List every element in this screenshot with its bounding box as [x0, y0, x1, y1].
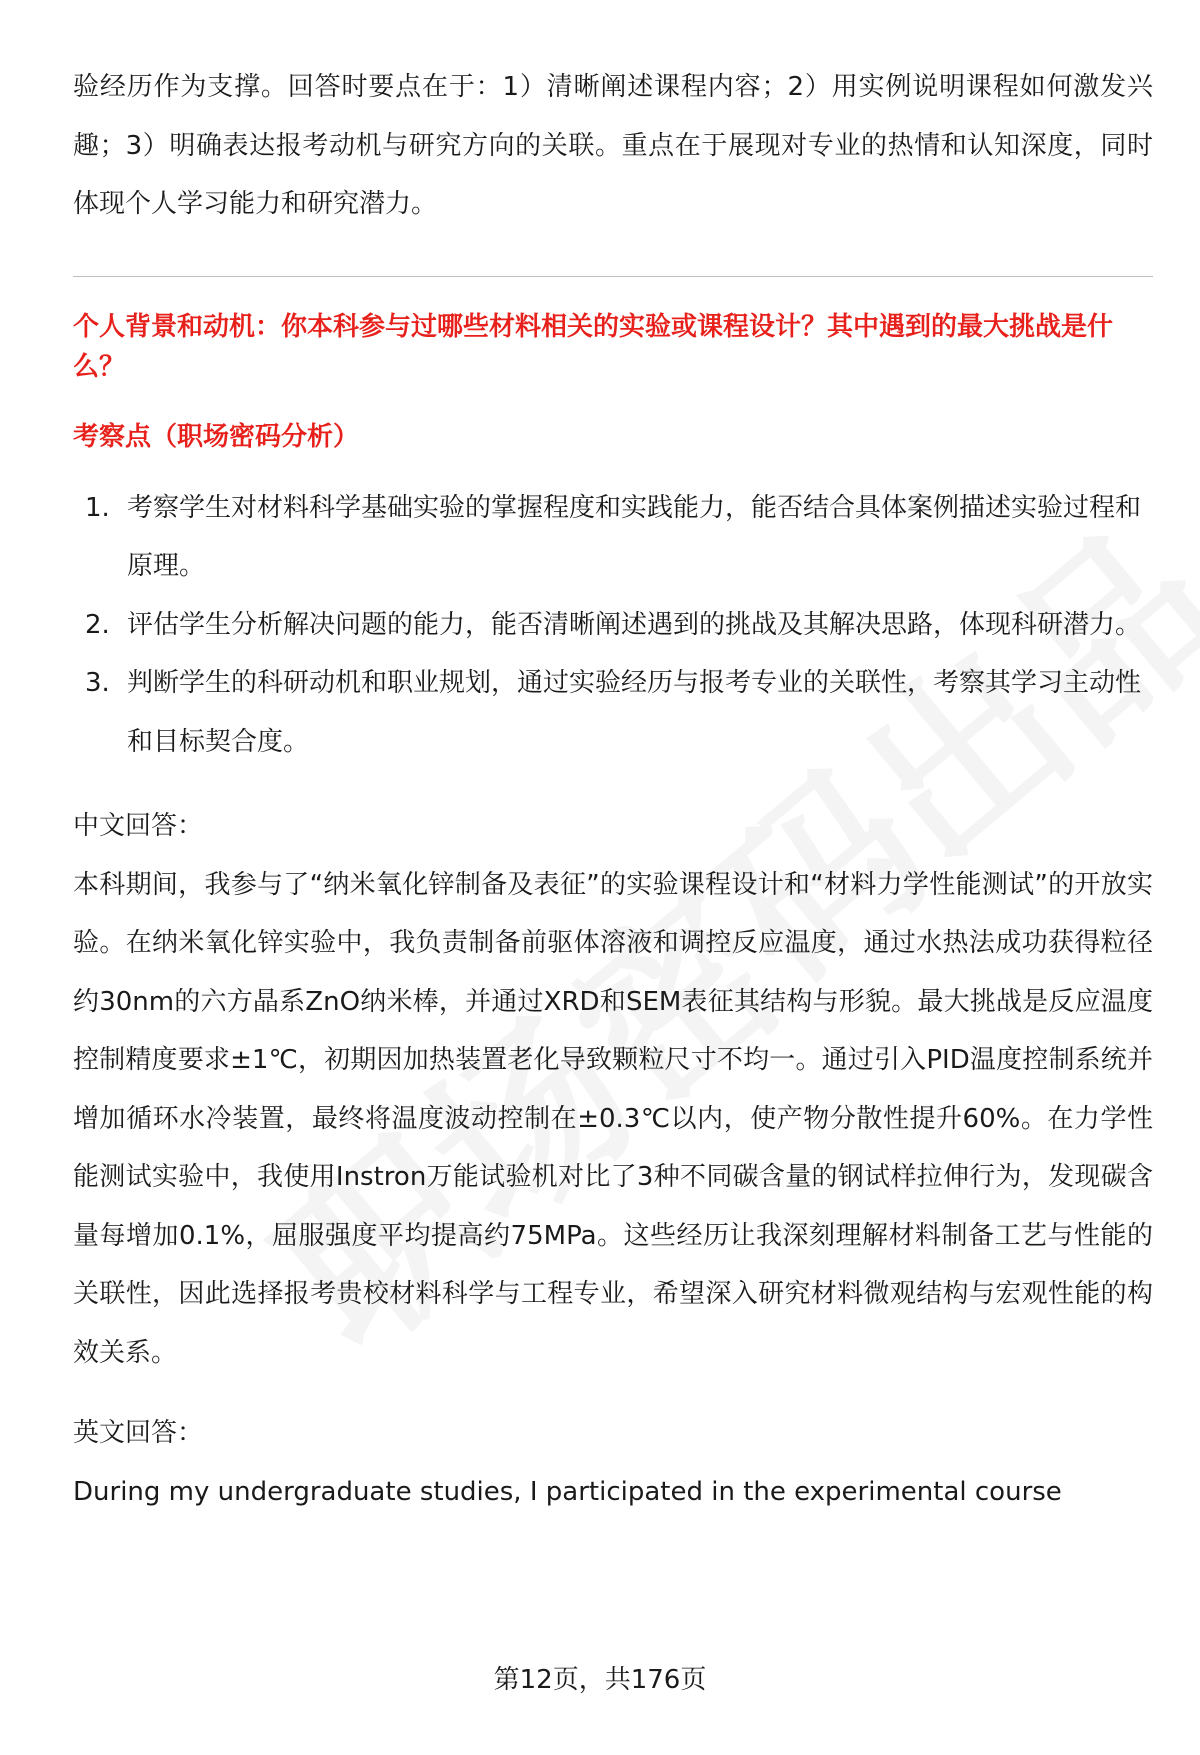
list-item	[73, 479, 1153, 596]
intro-paragraph: 验经历作为支撑。回答时要点在于：1）清晰阐述课程内容；2）用实例说明课程如何激发兴趣；3）明确表达报考动机与研究方向的关联。重点在于展现对专业的热情和认知深度，同时体现个人学习能力和研究潜力。	[73, 72, 1153, 219]
page-content	[73, 58, 1153, 1521]
list-item-text: 考察学生对材料科学基础实验的掌握程度和实践能力，能否结合具体案例描述实验过程和原理。	[127, 492, 1142, 581]
list-item	[73, 596, 1153, 655]
analysis-points-list	[73, 479, 1153, 772]
list-item-text: 判断学生的科研动机和职业规划，通过实验经历与报考专业的关联性，考察其学习主动性和目标契合度。	[127, 668, 1142, 757]
list-item	[73, 654, 1153, 771]
list-item-number: 1.	[85, 492, 110, 523]
english-answer-label: 英文回答：	[73, 1418, 204, 1448]
question-heading: 个人背景和动机：你本科参与过哪些材料相关的实验或课程设计？其中遇到的最大挑战是什么？	[73, 311, 1114, 382]
chinese-answer-text: 本科期间，我参与了“纳米氧化锌制备及表征”的实验课程设计和“材料力学性能测试”的开放实验。在纳米氧化锌实验中，我负责制备前驱体溶液和调控反应温度，通过水热法成功获得粒径约30nm的六方晶系ZnO纳米棒，并通过XRD和SEM表征其结构与形貌。最大挑战是反应温度控制精度要求±1℃，初期因加热装置老化导致颗粒尺寸不均一。通过引入PID温度控制系统并增加循环水冷装置，最终将温度波动控制在±0.3℃以内，使产物分散性提升60%。在力学性能测试实验中，我使用Instron万能试验机对比了3种不同碳含量的钢试样拉伸行为，发现碳含量每增加0.1%，屈服强度平均提高约75MPa。这些经历让我深刻理解材料制备工艺与性能的关联性，因此选择报考贵校材料科学与工程专业，希望深入研究材料微观结构与宏观性能的构效关系。	[73, 869, 1153, 1368]
section-divider	[73, 276, 1153, 277]
analysis-title: 考察点（职场密码分析）	[73, 421, 360, 452]
list-item-number: 3.	[85, 668, 110, 698]
chinese-answer-label: 中文回答：	[73, 811, 204, 841]
english-answer-text: During my undergraduate studies, I participated in the experimental course	[73, 1476, 1062, 1507]
page-number-footer: 第12页，共176页	[493, 1665, 707, 1695]
list-item-text: 评估学生分析解决问题的能力，能否清晰阐述遇到的挑战及其解决思路，体现科研潜力。	[127, 609, 1142, 640]
list-item-number: 2.	[85, 609, 110, 640]
